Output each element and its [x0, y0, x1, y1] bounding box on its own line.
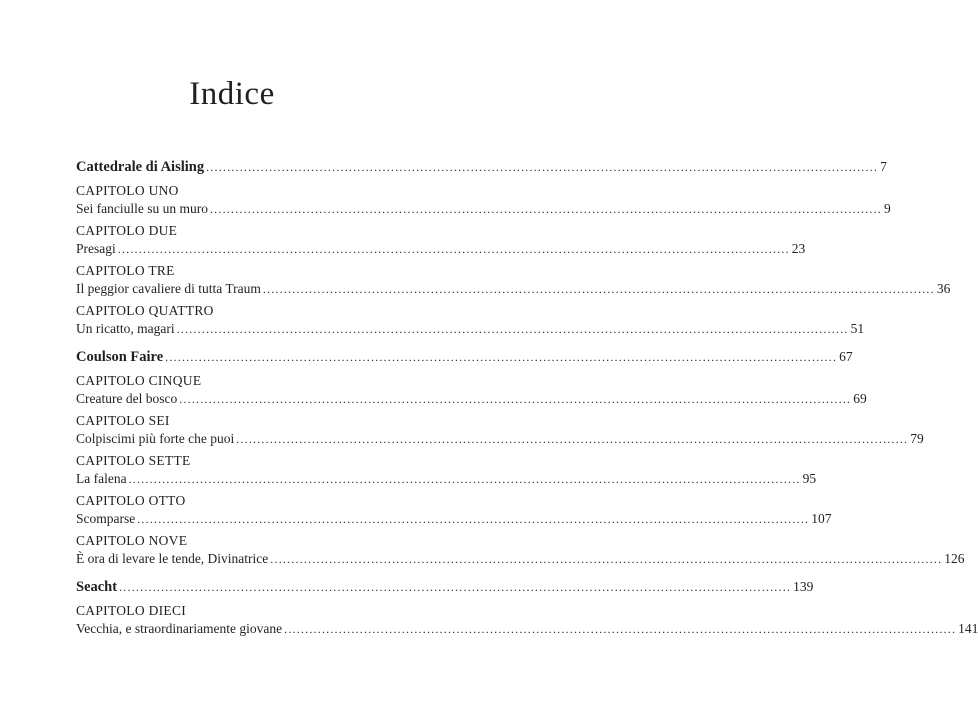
dot-leader: ................................................................................................................................................................: [128, 472, 801, 486]
dot-leader: ................................................................................................................................................................: [137, 512, 810, 526]
chapter-heading: CAPITOLO SEI: [76, 413, 170, 428]
page-number: 23: [791, 241, 806, 256]
page-number: 51: [850, 321, 865, 336]
dot-leader: ................................................................................................................................................................: [209, 202, 882, 216]
chapter-heading: CAPITOLO UNO: [76, 183, 179, 198]
chapter-heading: CAPITOLO TRE: [76, 263, 175, 278]
chapter-title: Un ricatto, magari: [76, 321, 175, 336]
page-number: 67: [839, 349, 853, 364]
page-number: 7: [880, 159, 887, 174]
page-number: 69: [853, 391, 867, 406]
dot-leader: ................................................................................................................................................................: [179, 392, 852, 406]
dot-leader: ................................................................................................................................................................: [176, 322, 849, 336]
chapter-title: Creature del bosco: [76, 391, 178, 406]
chapter-title: Presagi: [76, 241, 116, 256]
chapter-title: È ora di levare le tende, Divinatrice: [76, 551, 269, 566]
toc-part-row[interactable]: [76, 348, 853, 366]
chapter-heading: CAPITOLO DUE: [76, 223, 178, 238]
part-title: Coulson Faire: [76, 349, 164, 365]
page-number: 36: [936, 281, 951, 296]
chapter-title: Sei fanciulle su un muro: [76, 201, 208, 216]
chapter-heading: CAPITOLO CINQUE: [76, 373, 202, 388]
part-title: Seacht: [76, 579, 118, 595]
dot-leader: ................................................................................................................................................................: [119, 580, 792, 594]
chapter-heading: CAPITOLO OTTO: [76, 493, 186, 508]
dot-leader: ................................................................................................................................................................: [117, 242, 790, 256]
chapter-title: La falena: [76, 471, 127, 486]
chapter-title: Colpiscimi più forte che puoi: [76, 431, 235, 446]
page-number: 79: [910, 431, 924, 446]
toc-chapter-row[interactable]: [76, 390, 867, 408]
chapter-heading: CAPITOLO QUATTRO: [76, 303, 214, 318]
toc-chapter-row[interactable]: [76, 550, 965, 568]
chapter-heading: CAPITOLO NOVE: [76, 533, 188, 548]
chapter-title: Il peggior cavaliere di tutta Traum: [76, 281, 261, 296]
part-title: Cattedrale di Aisling: [76, 159, 205, 175]
toc-chapter-row[interactable]: [76, 200, 891, 218]
dot-leader: ................................................................................................................................................................: [262, 282, 935, 296]
chapter-heading: CAPITOLO SETTE: [76, 453, 191, 468]
dot-leader: ................................................................................................................................................................: [270, 552, 943, 566]
dot-leader: ................................................................................................................................................................: [206, 160, 879, 174]
page-number: 141: [958, 621, 978, 636]
page-number: 126: [944, 551, 965, 566]
toc-chapter-row[interactable]: [76, 510, 832, 528]
chapter-title: Vecchia, e straordinariamente giovane: [76, 621, 283, 636]
dot-leader: ................................................................................................................................................................: [236, 432, 909, 446]
toc-chapter-row[interactable]: [76, 470, 817, 488]
toc-chapter-row[interactable]: [76, 320, 865, 338]
dot-leader: ................................................................................................................................................................: [284, 622, 957, 636]
toc-part-row[interactable]: [76, 158, 887, 176]
toc-chapter-row[interactable]: [76, 240, 806, 258]
chapter-title: Scomparse: [76, 511, 136, 526]
chapter-heading: CAPITOLO DIECI: [76, 603, 187, 618]
page-title: Indice: [189, 76, 275, 112]
toc-chapter-row[interactable]: [76, 430, 924, 448]
page-number: 107: [811, 511, 832, 526]
toc-chapter-row[interactable]: [76, 280, 951, 298]
toc-chapter-row[interactable]: [76, 620, 978, 638]
page-number: 139: [793, 579, 814, 594]
page-number: 95: [802, 471, 817, 486]
dot-leader: ................................................................................................................................................................: [165, 350, 838, 364]
page-number: 9: [883, 201, 891, 216]
toc-part-row[interactable]: [76, 578, 814, 596]
